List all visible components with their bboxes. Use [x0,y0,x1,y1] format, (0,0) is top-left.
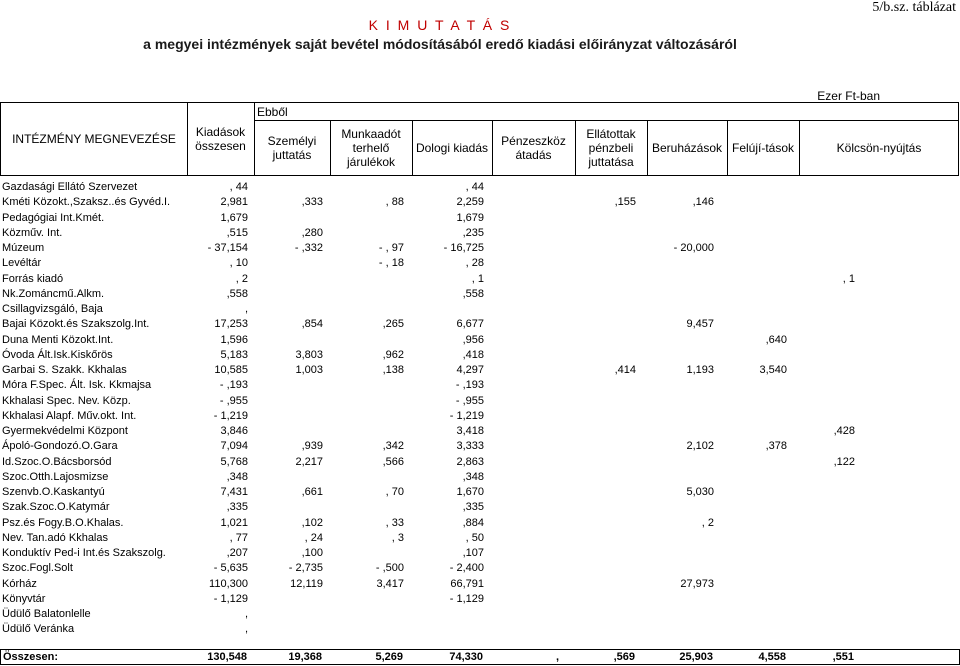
institution-name: Múzeum [2,242,45,254]
table-row [0,531,960,546]
cell-total: - 37,154 [207,242,248,254]
table-row [0,348,960,363]
cell-c3: , 28 [465,257,484,270]
table-row [0,409,960,424]
table-row [0,195,960,210]
table-row [0,439,960,454]
cell-c3: ,107 [462,547,484,559]
cell-c3: , 1 [471,272,484,285]
column-header-transfer: Pénzeszköz átadás [501,133,566,162]
cell-total: ,515 [226,226,248,239]
column-header-benefits: Ellátottak pénzbeli juttatása [586,126,636,169]
cell-total: , 2 [235,272,248,285]
cell-c3: , 50 [465,531,484,544]
institution-name: Kkhalasi Alapf. Műv.okt. Int. [2,409,137,422]
cell-total: 1,679 [220,211,248,224]
cell-c2: - , 18 [378,257,404,270]
cell-c3: - ,955 [455,394,484,407]
table-row [0,592,960,607]
institution-name: Összesen: [3,651,59,663]
column-header-personal: Személyi juttatás [267,133,317,162]
institution-name: Csillagvizsgáló, Baja [2,303,103,315]
cell-total: 110,300 [209,577,248,590]
total-row [0,649,960,665]
institution-name: Móra F.Spec. Ált. Isk. Kkmajsa [2,379,152,392]
table-row [0,378,960,393]
cell-c3: ,335 [462,501,484,514]
cell-c3: ,235 [462,226,484,239]
column-header-renovations: Felújí-tások [731,140,795,155]
table-row [0,180,960,195]
cell-total: ,558 [226,287,248,300]
institution-name: Gyermekvédelmi Központ [2,425,128,437]
document-subtitle: a megyei intézmények saját bevétel módosításából eredő kiadási előirányzat változásáról [143,36,737,52]
cell-c3: 2,863 [456,455,484,468]
cell-c2: , 88 [385,196,404,209]
column-header-lending: Kölcsön-nyújtás [836,140,922,155]
cell-c1: ,100 [301,547,323,559]
institution-name: Közműv. Int. [2,226,63,239]
cell-c2: ,962 [382,348,404,361]
cell-total: 5,183 [220,348,248,361]
cell-total: , [244,303,248,315]
table-row [0,561,960,576]
cell-c6: 5,030 [686,486,714,498]
cell-total: 2,981 [220,196,248,209]
table-row [0,394,960,409]
cell-c2: , 33 [385,516,404,529]
table-row [0,607,960,622]
cell-c2: 5,269 [375,651,403,663]
cell-total: - 1,219 [213,409,248,422]
cell-total: - ,955 [219,394,248,407]
cell-c6: 27,973 [680,577,714,590]
cell-c2: - , 97 [378,242,404,254]
unit-label: Ezer Ft-ban [817,89,880,103]
cell-c3: 66,791 [450,577,484,590]
cell-c3: 3,418 [456,425,484,437]
cell-c3: 3,333 [456,440,484,453]
institution-name: Üdülő Veránka [2,623,75,636]
cell-c1: ,333 [301,196,323,209]
cell-c3: 2,259 [456,196,484,209]
cell-c3: ,956 [462,333,484,346]
cell-c1: ,280 [301,226,323,239]
column-header-name: INTÉZMÉNY MEGNEVEZÉSE [12,132,176,146]
institution-name: Szenvb.O.Kaskantyú [2,486,105,498]
table-row [0,424,960,439]
table-row [0,302,960,317]
cell-total: 130,548 [207,651,247,663]
cell-total: 7,094 [220,440,248,453]
cell-c3: - 2,400 [449,562,484,575]
cell-c3: 4,297 [456,364,484,376]
institution-name: Szoc.Fogl.Solt [2,562,73,575]
cell-c6: - 20,000 [673,242,714,254]
cell-c3: ,558 [462,287,484,300]
cell-c6: 25,903 [679,651,713,663]
cell-total: , 77 [229,531,248,544]
cell-c3: ,348 [462,470,484,483]
institution-name: Psz.és Fogy.B.O.Khalas. [2,516,124,529]
cell-c1: - 2,735 [288,562,323,575]
cell-c4: , [555,651,559,663]
cell-c2: - ,500 [375,562,404,575]
table-row [0,241,960,256]
table-header [0,102,959,176]
cell-c3: ,418 [462,348,484,361]
cell-c7: 4,558 [758,651,786,663]
cell-c3: - ,193 [455,379,484,392]
cell-c8: ,428 [833,425,855,437]
institution-name: Szak.Szoc.O.Katymár [2,501,110,514]
table-row [0,577,960,592]
cell-c5: ,155 [614,196,636,209]
cell-total: ,335 [226,501,248,514]
institution-name: Nev. Tan.adó Kkhalas [2,531,108,544]
cell-c1: 3,803 [295,348,323,361]
cell-c2: ,566 [382,455,404,468]
page-reference: 5/b.sz. táblázat [872,0,956,15]
table-row [0,287,960,302]
cell-c6: 1,193 [686,364,714,376]
cell-c1: , 24 [304,531,323,544]
institution-name: Kméti Közokt.,Szaksz..és Gyvéd.I. [2,196,171,209]
cell-c3: 1,679 [456,211,484,224]
table-row [0,256,960,271]
table-row [0,546,960,561]
cell-c1: 1,003 [295,364,323,376]
institution-name: Ápoló-Gondozó.O.Gara [2,440,118,453]
table-row [0,333,960,348]
cell-c7: 3,540 [759,364,787,376]
table-row [0,317,960,332]
cell-total: 3,846 [220,425,248,437]
table-row [0,272,960,287]
table-row [0,363,960,378]
institution-name: Üdülő Balatonlelle [2,608,91,620]
cell-c1: 12,119 [290,577,323,590]
cell-total: ,207 [226,547,248,559]
cell-total: 7,431 [220,486,248,498]
cell-total: - 5,635 [213,562,248,575]
cell-total: - 1,129 [213,592,248,605]
cell-c3: - 1,219 [449,409,484,422]
cell-c3: 74,330 [449,651,483,663]
cell-c8: ,122 [833,455,855,468]
cell-c8: ,551 [832,651,854,663]
column-header-investments: Beruházások [651,140,723,155]
cell-c5: ,569 [613,651,635,663]
institution-name: Könyvtár [2,592,46,605]
institution-name: Levéltár [2,257,42,270]
column-header-total: Kiadások összesen [195,125,246,153]
cell-c3: 1,670 [456,486,484,498]
cell-total: - ,193 [219,379,248,392]
institution-name: Kkhalasi Spec. Nev. Közp. [2,394,131,407]
institution-name: Id.Szoc.O.Bácsborsód [2,455,112,468]
institution-name: Duna Menti Közokt.Int. [2,333,114,346]
institution-name: Óvoda Ált.Isk.Kiskőrös [2,348,113,361]
cell-total: , 44 [229,181,248,193]
cell-c5: ,414 [614,364,636,376]
cell-c3: ,884 [462,516,484,529]
cell-total: ,348 [226,470,248,483]
cell-total: , [244,623,248,636]
cell-c6: 9,457 [686,318,714,331]
table-row [0,516,960,531]
table-row [0,622,960,637]
cell-c6: , 2 [701,516,714,529]
institution-name: Szoc.Otth.Lajosmizse [2,470,109,483]
cell-c1: - ,332 [294,242,323,254]
cell-c2: 3,417 [376,577,404,590]
cell-c2: ,342 [382,440,404,453]
cell-c2: ,265 [382,318,404,331]
cell-c8: , 1 [842,272,855,285]
cell-c7: ,378 [765,440,787,453]
column-header-contributions: Munkaadót terhelő járulékok [341,126,401,169]
column-header-material: Dologi kiadás [415,140,489,155]
institution-name: Garbai S. Szakk. Kkhalas [2,364,127,376]
table-row [0,500,960,515]
cell-c1: ,854 [301,318,323,331]
table-row [0,226,960,241]
institution-name: Gazdasági Ellátó Szervezet [2,181,138,193]
cell-c1: ,102 [301,516,323,529]
cell-total: , [244,608,248,620]
cell-total: 1,596 [220,333,248,346]
institution-name: Pedagógiai Int.Kmét. [2,211,105,224]
column-header-group: Ebből [257,104,288,119]
cell-total: 17,253 [214,318,248,331]
cell-c1: ,939 [301,440,323,453]
document-title: K I M U T A T Á S [368,17,512,33]
cell-total: 5,768 [220,455,248,468]
cell-total: 1,021 [220,516,248,529]
cell-c1: ,661 [301,486,323,498]
cell-c1: 2,217 [295,455,323,468]
table-row [0,211,960,226]
cell-total: 10,585 [214,364,248,376]
cell-c3: - 1,129 [449,592,484,605]
cell-c7: ,640 [765,333,787,346]
institution-name: Konduktív Ped-i Int.és Szakszolg. [2,547,166,559]
cell-c3: - 16,725 [443,242,484,254]
cell-c3: 6,677 [456,318,484,331]
cell-c2: , 70 [385,486,404,498]
cell-c6: 2,102 [686,440,714,453]
table-row [0,470,960,485]
cell-c2: ,138 [382,364,404,376]
institution-name: Kórház [2,577,37,590]
cell-total: , 10 [229,257,248,270]
cell-c6: ,146 [692,196,714,209]
institution-name: Nk.Zománcmű.Alkm. [2,287,105,300]
cell-c3: , 44 [465,181,484,193]
table-row [0,485,960,500]
cell-c1: 19,368 [288,651,322,663]
institution-name: Forrás kiadó [2,272,64,285]
table-row [0,455,960,470]
cell-c2: , 3 [391,531,404,544]
institution-name: Bajai Közokt.és Szakszolg.Int. [2,318,150,331]
